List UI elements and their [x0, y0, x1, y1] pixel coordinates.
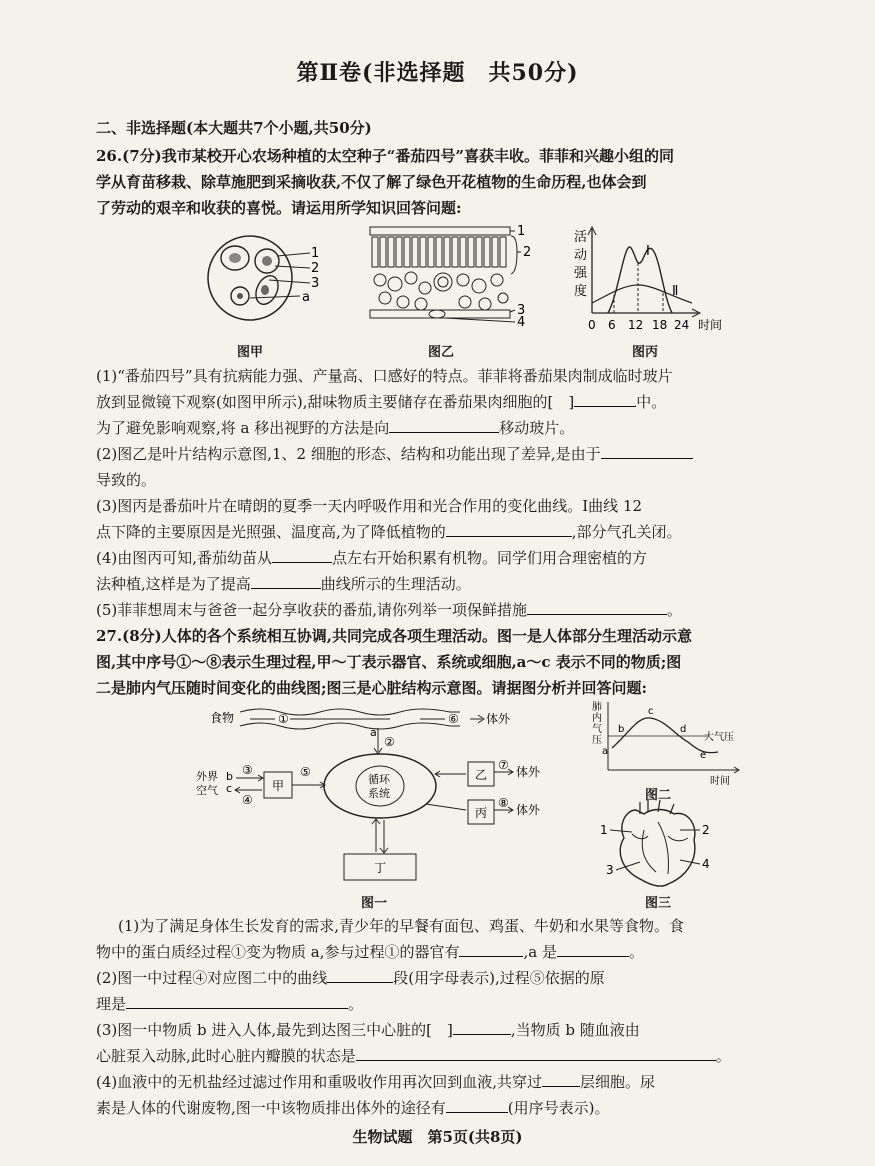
q26-stem-line3: 了劳动的艰辛和收获的喜悦。请运用所学知识回答问题:	[96, 199, 462, 217]
fig1-center-1: 循环	[368, 773, 390, 786]
figure-1-caption: 图一	[360, 896, 387, 911]
figure-2-lung-pressure-chart	[588, 698, 748, 790]
fig2-ylabel-3: 气	[592, 724, 602, 735]
fig2-pressure-curve	[612, 718, 718, 753]
q27-stem-line3: 二是肺内气压随时间变化的曲线图;图三是心脏结构示意图。请据图分析并回答问题:	[96, 679, 648, 697]
q26-sub4-line1: (4)由图丙可知,番茄幼苗从 点左右开始积累有机物。同学们用合理密植的方	[96, 549, 648, 567]
fig2-point-b: b	[618, 724, 625, 735]
q26-stem-line2: 学从育苗移栽、除草施肥到采摘收获,不仅了解了绿色开花植物的生命历程,也体会到	[96, 173, 647, 191]
fig1-letter-b: b	[226, 770, 233, 783]
fig3-label-3: 3	[606, 863, 614, 877]
bing-xtick-12: 12	[628, 318, 644, 332]
jia-label-1: 1	[311, 246, 320, 261]
q26-sub1-line3: 为了避免影响观察,将 a 移出视野的方法是向 移动玻片。	[96, 419, 575, 437]
fig1-process-1: ①	[278, 712, 289, 726]
fig2-xlabel: 时间	[710, 776, 730, 787]
fig2-point-c: c	[648, 706, 654, 717]
fig1-process-5: ⑤	[300, 765, 311, 779]
q26-sub2-line2: 导致的。	[96, 471, 157, 489]
q26-sub1-line2: 放到显微镜下观察(如图甲所示),甜味物质主要储存在番茄果肉细胞的[ ] 中。	[96, 393, 667, 411]
fig1-outside-8: 体外	[516, 803, 541, 817]
bing-ylabel-1: 活	[574, 230, 588, 245]
figure-3-heart-diagram	[596, 800, 726, 892]
q27-sub3-line2: 心脏泵入动脉,此时心脏内瓣膜的状态是 。	[96, 1047, 731, 1065]
q26-sub5: (5)菲菲想周末与爸爸一起分享收获的番茄,请你列举一项保鲜措施 。	[96, 601, 683, 619]
fig1-outside-6: 体外	[486, 712, 511, 726]
figure-3-caption: 图三	[644, 896, 671, 911]
q27-sub2-line1: (2)图一中过程④对应图二中的曲线 段(用字母表示),过程⑤依据的原	[96, 969, 605, 987]
fig1-food-label: 食物	[210, 711, 235, 725]
fig3-label-4: 4	[702, 857, 710, 871]
q26-sub1-line1: (1)“番茄四号”具有抗病能力强、产量高、口感好的特点。菲菲将番茄果肉制成临时玻片	[96, 367, 673, 385]
jia-label-2: 2	[311, 261, 320, 276]
bing-xtick-24: 24	[674, 318, 690, 332]
fig1-yi: 乙	[475, 768, 488, 782]
fig3-label-1: 1	[600, 823, 608, 837]
bing-ylabel-2: 动	[574, 248, 588, 263]
q27-sub4-line1: (4)血液中的无机盐经过滤过作用和重吸收作用再次回到血液,共穿过 层细胞。尿	[96, 1073, 656, 1091]
bing-ylabel-3: 强	[574, 266, 588, 281]
bing-xtick-18: 18	[652, 318, 668, 332]
fig1-bing: 丙	[475, 806, 488, 820]
fig2-atm-label: 大气压	[704, 732, 734, 743]
yi-label-2: 2	[523, 245, 532, 260]
fig1-process-4: ④	[242, 793, 253, 807]
q27-sub2-line2: 理是 。	[96, 995, 364, 1013]
figure-bing-caption: 图丙	[631, 345, 658, 360]
fig2-ylabel-2: 内	[592, 713, 602, 724]
fig1-center-2: 系统	[368, 787, 390, 800]
fig1-process-7: ⑦	[498, 758, 509, 772]
bing-ylabel-4: 度	[574, 284, 588, 299]
fig1-ding: 丁	[374, 861, 387, 875]
fig2-point-d: d	[680, 724, 687, 735]
bing-curve2-label: Ⅱ	[672, 284, 679, 299]
yi-label-3: 3	[517, 303, 526, 318]
page-title: 第Ⅱ卷(非选择题 共50分)	[296, 60, 579, 86]
fig2-ylabel-4: 压	[592, 735, 602, 746]
fig2-point-e: e	[700, 750, 707, 761]
q26-stem-line1: 26.(7分)我市某校开心农场种植的太空种子“番茄四号”喜获丰收。菲菲和兴趣小组的同	[96, 147, 674, 165]
q26-sub3-line1: (3)图丙是番茄叶片在晴朗的夏季一天内呼吸作用和光合作用的变化曲线。Ⅰ曲线 12	[96, 497, 643, 515]
yi-label-4: 4	[517, 315, 526, 330]
q26-sub4-line2: 法种植,这样是为了提高 曲线所示的生理活动。	[96, 575, 471, 593]
jia-label-a: a	[302, 290, 310, 305]
jia-label-3: 3	[311, 276, 320, 291]
figure-jia-caption: 图甲	[236, 345, 263, 360]
figure-yi-caption: 图乙	[427, 345, 454, 360]
fig1-jia: 甲	[272, 779, 285, 793]
figure-yi-leaf-section	[365, 222, 530, 334]
fig1-process-3: ③	[242, 763, 253, 777]
fig1-process-8: ⑧	[498, 796, 509, 810]
bing-curve1-label: Ⅰ	[646, 244, 650, 259]
bing-xtick-6: 6	[608, 318, 616, 332]
section-heading: 二、非选择题(本大题共7个小题,共50分)	[96, 119, 372, 137]
fig2-point-a: a	[602, 746, 609, 757]
fig1-letter-c: c	[226, 782, 233, 795]
q27-sub4-line2: 素是人体的代谢废物,图一中该物质排出体外的途径有 (用序号表示)。	[96, 1099, 610, 1117]
q27-sub1-line2: 物中的蛋白质经过程①变为物质 a,参与过程①的器官有 ,a 是 。	[96, 943, 644, 961]
bing-xtick-0: 0	[588, 318, 596, 332]
fig3-label-2: 2	[702, 823, 710, 837]
q27-sub1-line1: (1)为了满足身体生长发育的需求,青少年的早餐有面包、鸡蛋、牛奶和水果等食物。食	[118, 917, 685, 935]
fig1-ext-air-1: 外界	[196, 770, 218, 783]
bing-xlabel: 时间	[698, 318, 723, 332]
q27-stem-line1: 27.(8分)人体的各个系统相互协调,共同完成各项生理活动。图一是人体部分生理活动示意	[96, 627, 692, 645]
figure-bing-chart	[568, 225, 748, 337]
fig1-outside-7: 体外	[516, 765, 541, 779]
fig2-ylabel-1: 肺	[592, 702, 602, 713]
q27-sub3-line1: (3)图一中物质 b 进入人体,最先到达图三中心脏的[ ] ,当物质 b 随血液由	[96, 1021, 640, 1039]
figure-2-caption: 图二	[644, 788, 671, 803]
figure-1-process-diagram	[190, 700, 565, 900]
q27-stem-line2: 图,其中序号①～⑧表示生理过程,甲～丁表示器官、系统或细胞,a～c 表示不同的物质;图	[96, 653, 682, 671]
fig1-letter-a: a	[370, 726, 377, 739]
fig1-process-6: ⑥	[448, 712, 459, 726]
figure-jia-microscope-view	[205, 228, 325, 338]
q26-sub3-line2: 点下降的主要原因是光照强、温度高,为了降低植物的 ,部分气孔关闭。	[96, 523, 682, 541]
fig1-ext-air-2: 空气	[196, 784, 218, 797]
page-footer: 生物试题 第5页(共8页)	[352, 1128, 523, 1146]
fig1-process-2: ②	[384, 735, 395, 749]
yi-label-1: 1	[517, 224, 526, 239]
q26-sub2-line1: (2)图乙是叶片结构示意图,1、2 细胞的形态、结构和功能出现了差异,是由于	[96, 444, 693, 464]
bing-curve-1	[608, 247, 672, 313]
